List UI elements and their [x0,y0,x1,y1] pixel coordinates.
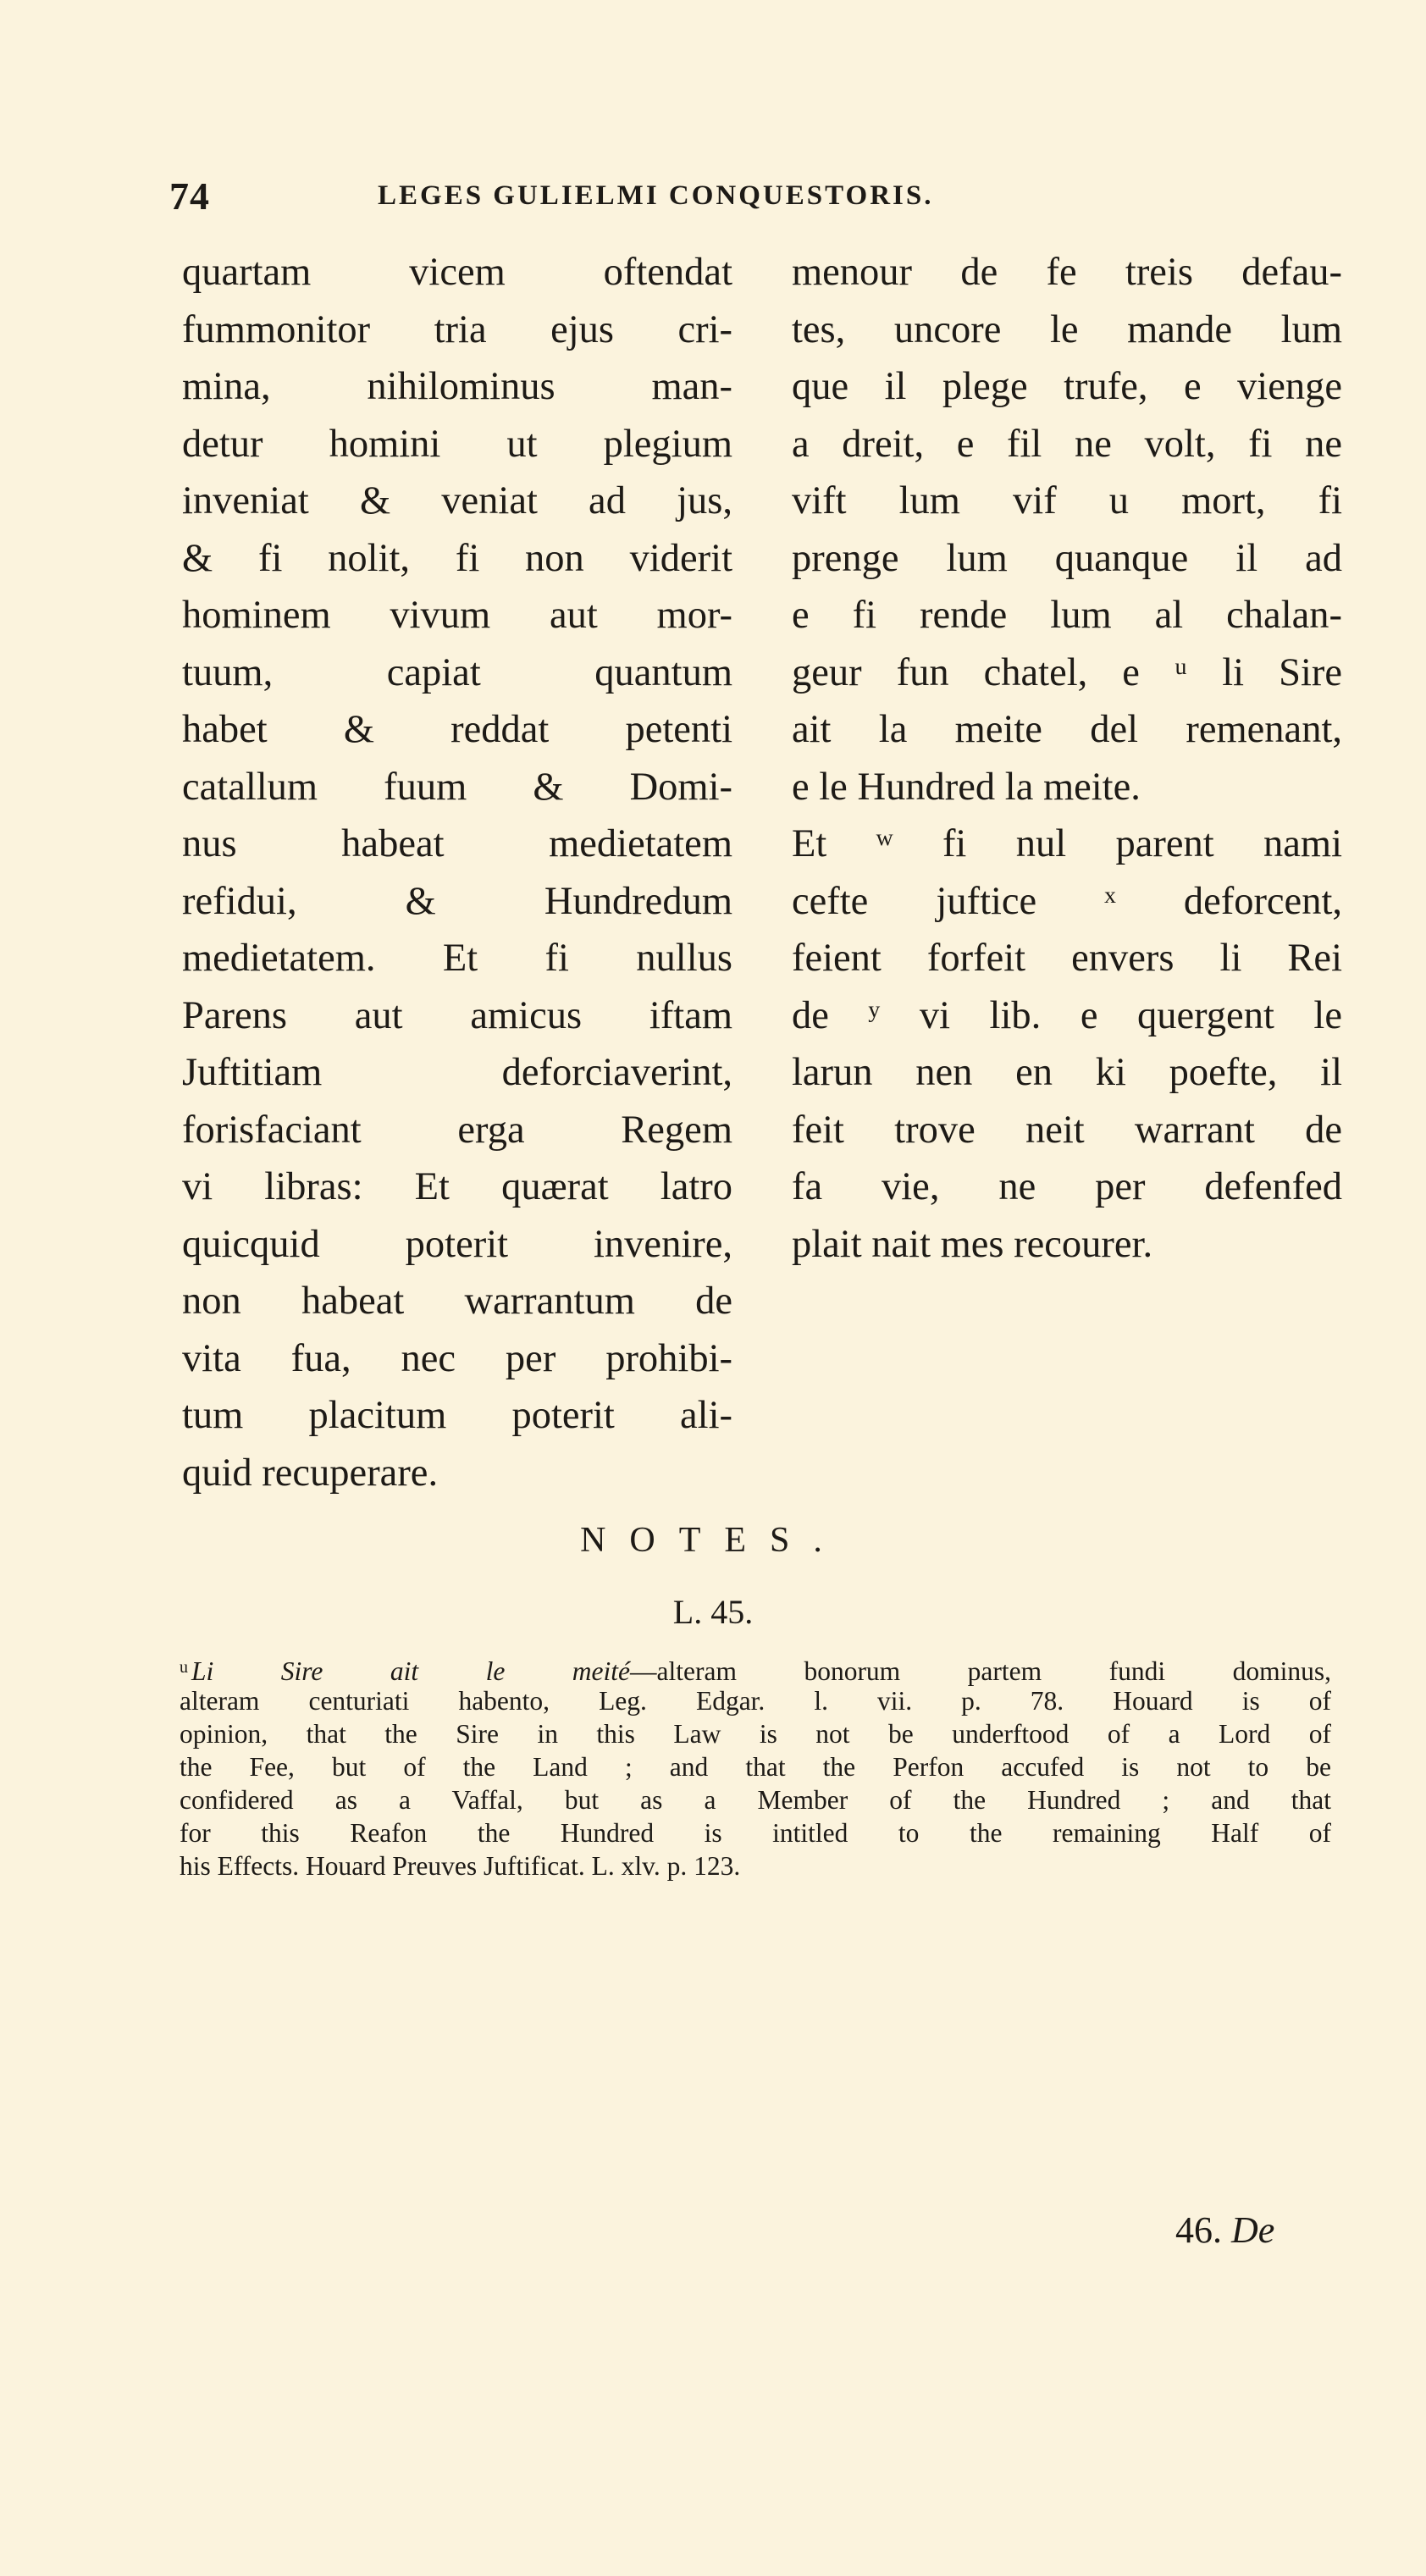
latin-column [182,244,732,1501]
text-line: forisfaciant erga Regem [182,1108,732,1152]
text-line: vita fua, nec per prohibi- [182,1336,732,1380]
text-line: Parens aut amicus iftam [182,993,732,1037]
text-line: a dreit, e fil ne volt, fi ne [792,422,1342,466]
text-line: que il plege trufe, e vienge [792,365,1342,408]
text-line: menour de fe treis defau- [792,251,1342,294]
text-line: tes, uncore le mande lum [792,307,1342,351]
footnote-marker: u [180,1658,188,1677]
footnote-line: for this Reafon the Hundred is intitled to the remaining Half of [180,1818,1331,1848]
text-line: plait nait mes recourer. [792,1222,1153,1266]
text-line: e fi rende lum al chalan- [792,594,1342,637]
text-line: geur fun chatel, e ᵘ li Sire [792,650,1342,694]
footnote-lemma: Li Sire ait le meité [191,1656,631,1686]
norman-french-column [792,244,1342,1273]
text-line: medietatem. Et fi nullus [182,937,732,980]
text-line: tum placitum poterit ali- [182,1394,732,1437]
text-line: habet & reddat petenti [182,708,732,751]
text-line: vi libras: Et quærat latro [182,1165,732,1208]
text-line: hominem vivum aut mor- [182,594,732,637]
text-line: catallum fuum & Domi- [182,765,732,809]
text-line: Juftitiam deforciaverint, [182,1051,732,1094]
text-line: quid recuperare. [182,1451,439,1495]
footnote-line: confidered as a Vaffal, but as a Member of the Hundred ; and that [180,1785,1331,1815]
text-line: nus habeat medietatem [182,822,732,865]
text-line: detur homini ut plegium [182,422,732,466]
text-line: fa vie, ne per defenfed [792,1165,1342,1208]
text-line: quartam vicem oftendat [182,251,732,294]
text-line: ait la meite del remenant, [792,708,1342,751]
text-line: de ʸ vi lib. e quergent le [792,993,1342,1037]
footnote-line: his Effects. Houard Preuves Juftificat. L. xlv. p. 123. [180,1851,741,1881]
text-line: fummonitor tria ejus cri- [182,307,732,351]
text-line: mina, nihilominus man- [182,365,732,408]
text-line: non habeat warrantum de [182,1280,732,1323]
main-text [182,244,1342,1495]
law-reference: L. 45. [672,1593,754,1631]
text-line: cefte juftice ˣ deforcent, [792,879,1342,923]
text-line: Et ʷ fi nul parent nami [792,822,1342,865]
text-line: inveniat & veniat ad jus, [182,479,732,522]
footnote-text: —alteram bonorum partem fundi dominus, [630,1656,1331,1686]
text-line: refidui, & Hundredum [182,879,732,923]
catchword-word: De [1231,2209,1275,2251]
footnote-line: opinion, that the Sire in this Law is not be underftood of a Lord of [180,1719,1331,1749]
text-line: feient forfeit envers li Rei [792,937,1342,980]
footnote-line: alteram centuriati habento, Leg. Edgar. l. vii. p. 78. Houard is of [180,1686,1331,1716]
text-line: e le Hundred la meite. [792,765,1141,809]
running-head [169,174,1270,224]
footnote-line: the Fee, but of the Land ; and that the Perfon accufed is not to be [180,1752,1331,1782]
text-line: vift lum vif u mort, fi [792,479,1342,522]
notes-heading: NOTES. [580,1521,846,1560]
catchword-number: 46. [1175,2209,1222,2251]
footnote [180,1651,1331,1882]
catchword [1175,2208,1274,2252]
text-line: feit trove neit warrant de [792,1108,1342,1152]
text-line: larun nen en ki poefte, il [792,1051,1342,1094]
text-line: quicquid poterit invenire, [182,1222,732,1266]
text-line: prenge lum quanque il ad [792,536,1342,580]
page-number: 74 [169,174,210,218]
running-title: LEGES GULIELMI CONQUESTORIS. [378,180,934,211]
text-line: & fi nolit, fi non viderit [182,536,732,580]
text-line: tuum, capiat quantum [182,650,732,694]
footnote-line [180,1651,1331,1684]
